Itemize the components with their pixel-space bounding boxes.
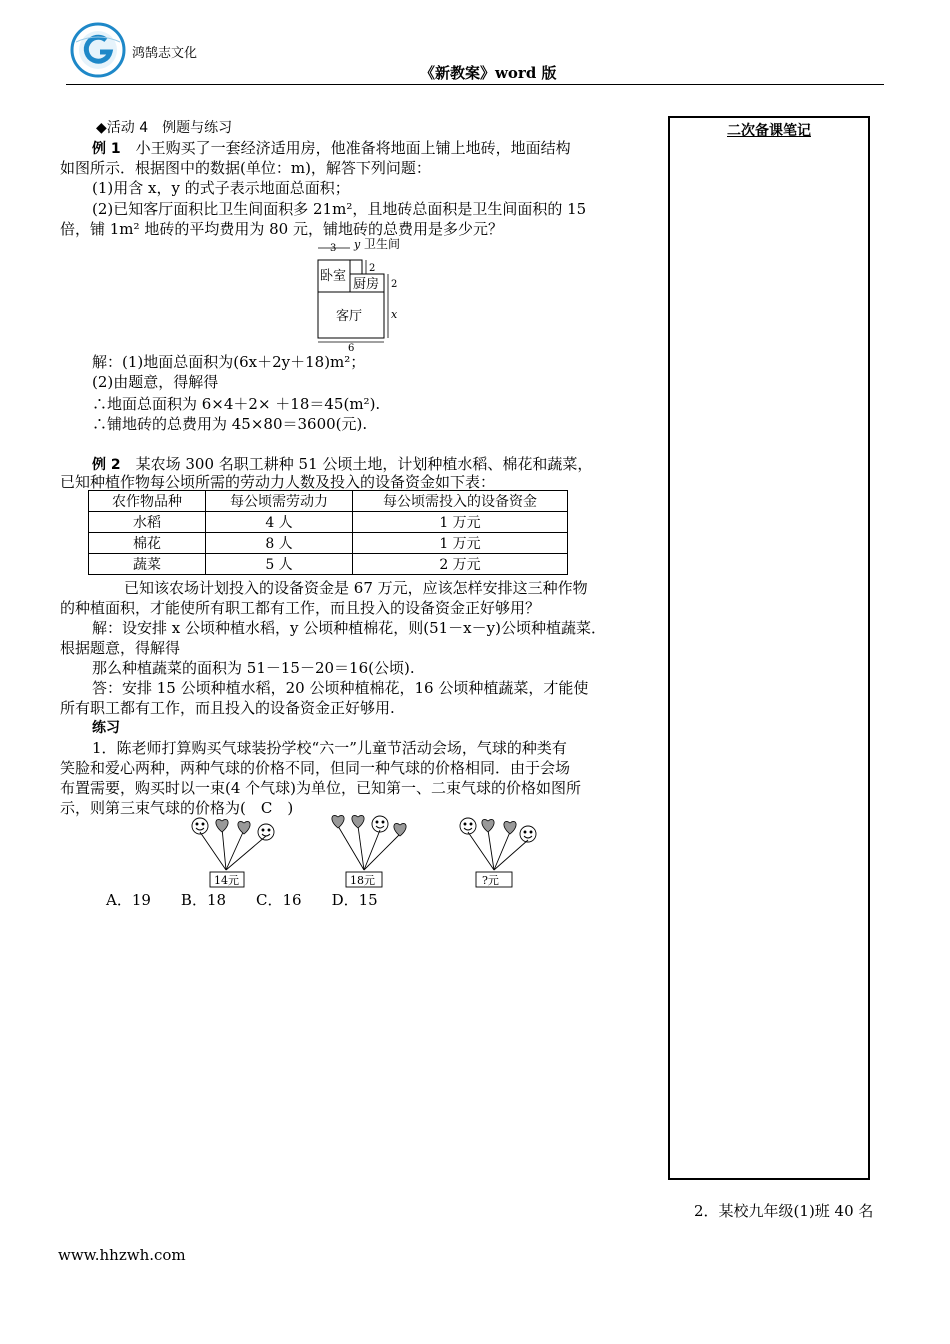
balloon-bunch-3 (454, 812, 554, 890)
example1-solution-1: 解：(1)地面总面积为(6x＋2y＋18)m²； (92, 353, 366, 371)
table-cell: 1 万元 (353, 512, 568, 533)
example2-line-1: 例 2 某农场 300 名职工耕种 51 公顷土地，计划种植水稻、棉花和蔬菜， (92, 455, 593, 473)
practice-q2-start: 2．某校九年级(1)班 40 名 (694, 1202, 874, 1220)
table-cell: 蔬菜 (89, 554, 206, 575)
balloon-bunch-2 (324, 812, 424, 890)
living-room-label: 客厅 (336, 309, 363, 324)
table-row (89, 533, 568, 554)
example1-line-1: 例 1 小王购买了一套经济适用房，他准备将地面上铺上地砖，地面结构 (92, 139, 571, 157)
table-row (89, 512, 568, 533)
practice-q1-line-4: 示，则第三束气球的价格为( C ) (60, 799, 294, 817)
table-cell: 8 人 (206, 533, 353, 554)
example2-line-2: 已知种植作物每公顷所需的劳动力人数及投入的设备资金如下表： (60, 473, 496, 491)
example2-after-3: 解：设安排 x 公顷种植水稻，y 公顷种植棉花，则(51－x－y)公顷种植蔬菜． (92, 619, 606, 637)
table-cell: 1 万元 (353, 533, 568, 554)
footer-url: www.hhzwh.com (58, 1246, 186, 1264)
example1-line-5: 倍，铺 1m² 地砖的平均费用为 80 元，铺地砖的总费用是多少元？ (60, 220, 503, 238)
practice-q1-line-3: 布置需要，购买时以一束(4 个气球)为单位，已知第一、二束气球的价格如图所 (60, 779, 582, 797)
bathroom-label: 卫生间 (364, 238, 401, 251)
dim-2a-label: 2 (369, 263, 376, 274)
table-cell: 5 人 (206, 554, 353, 575)
bunch-1-price: 14元 (214, 874, 239, 887)
example1-line-4: (2)已知客厅面积比卫生间面积多 21m²，且地砖总面积是卫生间面积的 15 (92, 200, 587, 218)
table-header-row (89, 491, 568, 512)
table-cell: 水稻 (89, 512, 206, 533)
example2-label: 例 2 (92, 457, 121, 473)
example1-line-2: 如图所示．根据图中的数据(单位：m)，解答下列问题： (60, 159, 431, 177)
bunch-3-price: ?元 (482, 874, 499, 887)
table-header-cell: 每公顷需劳动力 (206, 491, 353, 512)
practice-q1-options: A．19 B．18 C．16 D．15 (106, 891, 378, 909)
example1-solution-3: ∴地面总面积为 6×4＋2× ＋18＝45(m²). (92, 395, 381, 413)
example1-line-3: (1)用含 x，y 的式子表示地面总面积； (92, 179, 350, 197)
dim-6-label: 6 (348, 343, 355, 352)
example2-after-4: 根据题意，得解得 (60, 639, 181, 657)
practice-q1-line-1: 1．陈老师打算购买气球装扮学校“六一”儿童节活动会场，气球的种类有 (92, 739, 567, 757)
activity-heading: ◆活动 4 例题与练习 (96, 120, 233, 136)
example2-after-5: 那么种植蔬菜的面积为 51－15－20＝16(公顷). (92, 659, 415, 677)
practice-q1-line-2: 笑脸和爱心两种，两种气球的价格不同，但同一种气球的价格相同．由于会场 (60, 759, 571, 777)
kitchen-label: 厨房 (353, 277, 380, 292)
example1-label: 例 1 (92, 141, 121, 157)
example2-after-1: 已知该农场计划投入的设备资金是 67 万元，应该怎样安排这三种作物 (124, 579, 588, 597)
table-cell: 4 人 (206, 512, 353, 533)
example2-after-6: 答：安排 15 公顷种植水稻，20 公顷种植棉花，16 公顷种植蔬菜，才能使 (92, 679, 589, 697)
example1-solution-2: (2)由题意，得解得 (92, 373, 219, 391)
dim-3-label: 3 (330, 243, 337, 254)
example2-after-7: 所有职工都有工作，而且投入的设备资金正好够用. (60, 699, 395, 717)
notes-title: 二次备课笔记 (727, 123, 811, 139)
bedroom-label: 卧室 (320, 269, 347, 284)
table-header-cell: 每公顷需投入的设备资金 (353, 491, 568, 512)
header-divider (66, 84, 884, 85)
example2-after-2: 的种植面积，才能使所有职工都有工作，而且投入的设备资金正好够用？ (60, 599, 541, 617)
example1-solution-4: ∴铺地砖的总费用为 45×80＝3600(元). (92, 415, 368, 433)
bunch-2-price: 18元 (350, 874, 375, 887)
table-header-cell: 农作物品种 (89, 491, 206, 512)
practice-heading: 练习 (92, 720, 120, 736)
dim-x-label: x (391, 308, 398, 321)
brand-logo-icon (66, 22, 130, 78)
balloon-bunch-1 (186, 812, 286, 890)
crop-requirements-table (88, 490, 568, 575)
table-row (89, 554, 568, 575)
brand-name: 鸿鹄志文化 (132, 46, 198, 61)
notes-panel (668, 116, 870, 1180)
dim-y-label: y (354, 238, 361, 251)
table-cell: 棉花 (89, 533, 206, 554)
dim-2b-label: 2 (391, 279, 398, 290)
page-header-title: 《新教案》word 版 (420, 64, 557, 82)
table-cell: 2 万元 (353, 554, 568, 575)
floor-plan-diagram (300, 238, 420, 352)
